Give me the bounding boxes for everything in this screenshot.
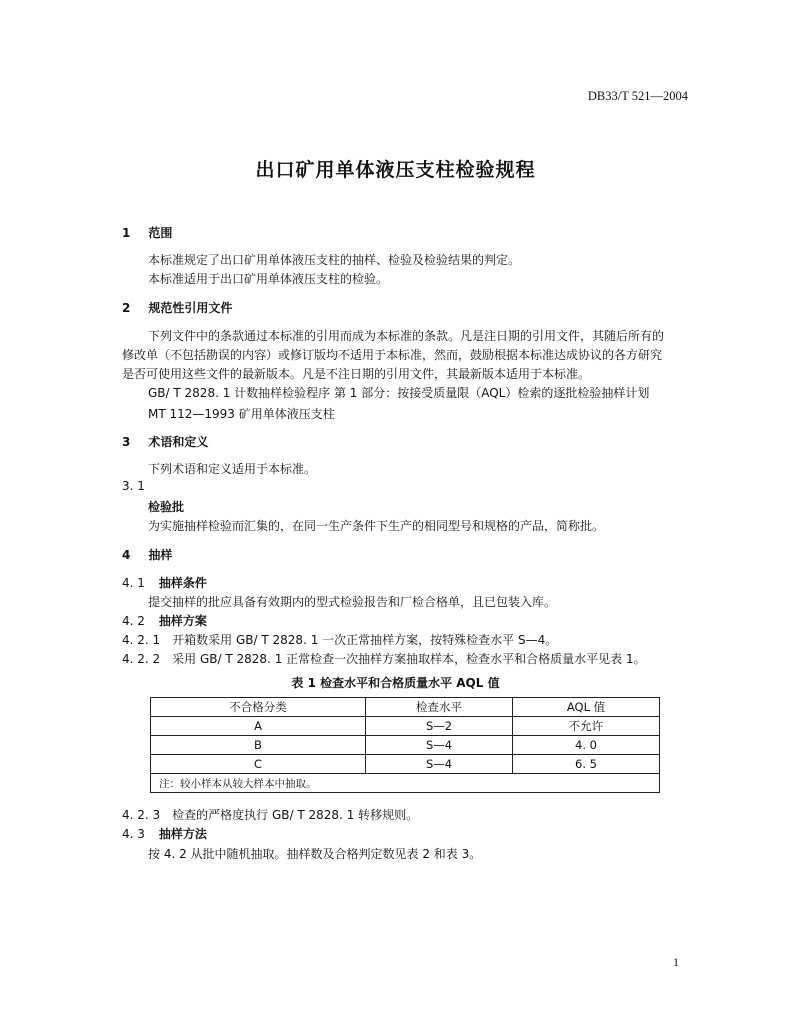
paragraph: 本标准规定了出口矿用单体液压支柱的抽样、检验及检验结果的判定。: [148, 253, 521, 267]
table-cell: 不允许: [513, 717, 660, 736]
section-number: 4. 2. 1: [122, 633, 161, 647]
aql-table: [150, 697, 660, 793]
table-row: [151, 717, 660, 736]
paragraph: 修改单（不包括勘误的内容）或修订版均不适用于本标准，然而，鼓励根据本标准达成协议的各方研究: [122, 348, 663, 362]
table-row: [151, 755, 660, 774]
table-header-row: [151, 698, 660, 717]
table-header-cell: 不合格分类: [151, 698, 366, 717]
paragraph: 本标准适用于出口矿用单体液压支柱的检验。: [148, 272, 389, 286]
section-number: 2: [122, 301, 131, 315]
section-number: 3: [122, 435, 131, 449]
table-cell: A: [151, 717, 366, 736]
term-name: 检验批: [148, 500, 185, 514]
section-4-3-heading: [122, 825, 207, 842]
section-number: 4. 1: [122, 576, 145, 590]
table-cell: S—4: [366, 736, 513, 755]
subsection-number: 3. 1: [122, 479, 145, 493]
table-header-cell: AQL 值: [513, 698, 660, 717]
standard-number: DB33/T 521—2004: [587, 89, 688, 103]
table-cell: 6. 5: [513, 755, 660, 774]
section-number: 4. 2. 2: [122, 652, 161, 666]
paragraph: 按 4. 2 从批中随机抽取。抽样数及合格判定数见表 2 和表 3。: [148, 847, 482, 861]
table-cell: S—4: [366, 755, 513, 774]
section-number: 4. 2: [122, 614, 145, 628]
section-title: 范围: [148, 226, 173, 240]
document-title: 出口矿用单体液压支柱检验规程: [255, 159, 536, 181]
section-title: 规范性引用文件: [148, 301, 233, 315]
reference-item: MT 112—1993 矿用单体液压支柱: [148, 407, 335, 421]
table-row: [151, 736, 660, 755]
section-title: 抽样方法: [158, 827, 207, 841]
section-title: 术语和定义: [148, 435, 209, 449]
section-4-heading: [122, 546, 172, 563]
clause-text: 检查的严格度执行 GB/ T 2828. 1 转移规则。: [172, 808, 419, 822]
table-note: 注：较小样本从较大样本中抽取。: [151, 774, 660, 793]
paragraph: 下列术语和定义适用于本标准。: [148, 462, 317, 476]
section-number: 4: [122, 548, 131, 562]
table-header-cell: 检查水平: [366, 698, 513, 717]
reference-item: GB/ T 2828. 1 计数抽样检验程序 第 1 部分：按接受质量限（AQL）检索的逐批检验抽样计划: [148, 386, 650, 400]
section-4-1-heading: [122, 574, 207, 591]
paragraph: 下列文件中的条款通过本标准的引用而成为本标准的条款。凡是注日期的引用文件，其随后所有的: [148, 329, 665, 343]
section-1-heading: [122, 224, 172, 241]
paragraph: 提交抽样的批应具备有效期内的型式检验报告和厂检合格单，且已包装入库。: [148, 595, 557, 609]
table-cell: B: [151, 736, 366, 755]
section-number: 4. 3: [122, 827, 145, 841]
table-caption: 表 1 检查水平和合格质量水平 AQL 值: [291, 676, 500, 690]
section-number: 1: [122, 226, 131, 240]
table-cell: C: [151, 755, 366, 774]
clause-4-2-1: [122, 631, 557, 648]
section-title: 抽样: [148, 548, 173, 562]
page-number: 1: [673, 955, 679, 969]
paragraph: 是否可使用这些文件的最新版本。凡是不注日期的引用文件，其最新版本适用于本标准。: [122, 367, 591, 381]
section-2-heading: [122, 299, 232, 316]
section-3-heading: [122, 433, 208, 450]
clause-4-2-2: [122, 650, 646, 667]
section-4-2-heading: [122, 612, 207, 629]
section-number: 4. 2. 3: [122, 808, 161, 822]
term-definition: 为实施抽样检验而汇集的，在同一生产条件下生产的相同型号和规格的产品，简称批。: [148, 519, 605, 533]
section-title: 抽样方案: [158, 614, 207, 628]
section-title: 抽样条件: [158, 576, 207, 590]
table-cell: 4. 0: [513, 736, 660, 755]
clause-text: 开箱数采用 GB/ T 2828. 1 一次正常抽样方案，按特殊检查水平 S—4。: [172, 633, 558, 647]
clause-text: 采用 GB/ T 2828. 1 正常检查一次抽样方案抽取样本，检查水平和合格质量水平见表 1。: [172, 652, 646, 666]
clause-4-2-3: [122, 806, 418, 823]
table-cell: S—2: [366, 717, 513, 736]
table-note-row: [151, 774, 660, 793]
